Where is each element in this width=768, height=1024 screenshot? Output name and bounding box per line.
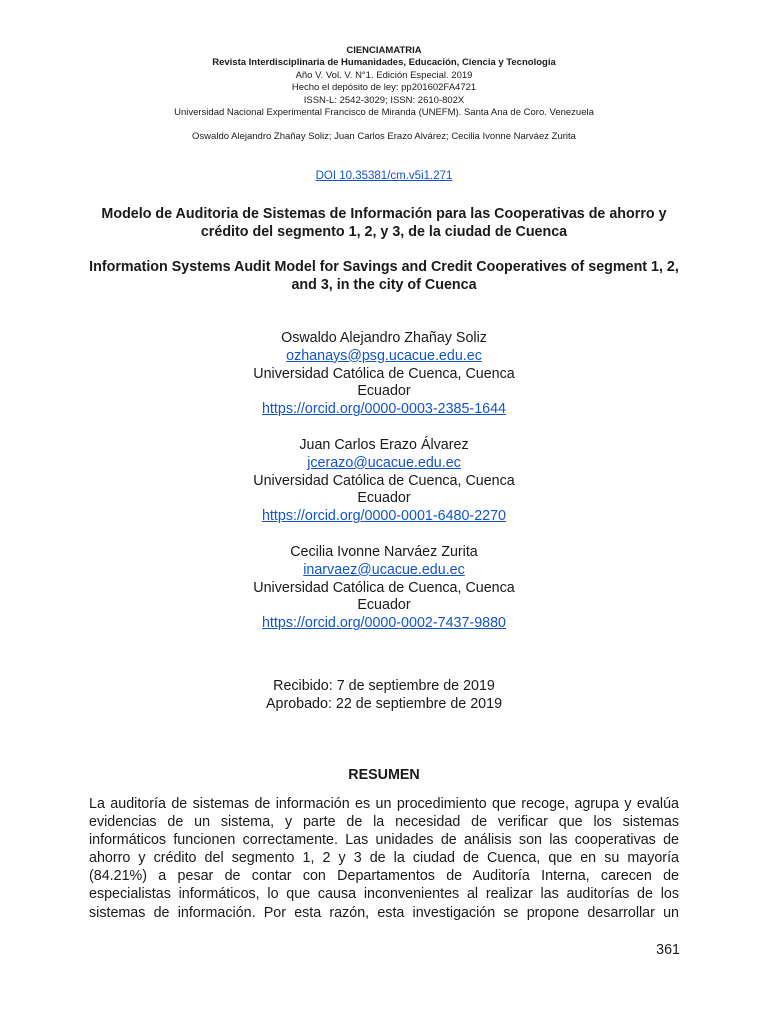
abstract-line: (84.21%) a pesar de contar con Departamentos de Auditoría Interna, carecen de [89,868,679,885]
author-affiliation: Universidad Católica de Cuenca, Cuenca [253,472,515,489]
header-authors: Oswaldo Alejandro Zhañay Soliz; Juan Carlos Erazo Alvárez; Cecilia Ivonne Narváez Zurita [192,131,576,143]
page-number: 361 [656,942,680,958]
author-email-link[interactable]: inarvaez@ucacue.edu.ec [303,561,465,578]
author-orcid-link[interactable]: https://orcid.org/0000-0001-6480-2270 [261,508,506,525]
approved-date: Aprobado: 22 de septiembre de 2019 [265,695,503,712]
abstract-line: especialistas informáticos, lo que causa inconvenientes al realizar las auditorías de los [89,886,679,903]
author-email-link[interactable]: jcerazo@ucacue.edu.ec [307,454,461,471]
doi [0,170,768,182]
abstract-line: informáticos funcionen correctamente. Las unidades de análisis son las cooperativas de [89,832,679,849]
issue-info: Año V. Vol. V. N°1. Edición Especial. 2019 [295,69,473,81]
dates-block [0,678,768,714]
issn-info: ISSN-L: 2542-3029; ISSN: 2610-802X [303,94,465,106]
journal-subtitle: Revista Interdisciplinaria de Humanidades, Educación, Ciencia y Tecnología [212,57,556,69]
author-name: Oswaldo Alejandro Zhañay Soliz [281,330,487,346]
journal-name: CIENCIAMATRIA [346,45,422,56]
author-orcid-link[interactable]: https://orcid.org/0000-0002-7437-9880 [261,615,506,632]
author-orcid-link[interactable]: https://orcid.org/0000-0003-2385-1644 [261,401,506,418]
abstract-line: sistemas de información. Por esta razón, esta investigación se propone desarrollar un [89,904,679,921]
author-block [0,437,768,526]
doi-link[interactable]: DOI 10.35381/cm.v5i1.271 [315,170,453,182]
author-affiliation: Universidad Católica de Cuenca, Cuenca [253,579,515,596]
deposit-info: Hecho el depósito de ley: pp201602FA4721 [291,82,477,94]
title-spanish: Modelo de Auditoria de Sistemas de Información para las Cooperativas de ahorro y crédito del segmento 1, 2, y 3, de la ciudad de Cuenca [101,206,667,240]
university-info: Universidad Nacional Experimental Francisco de Miranda (UNEFM). Santa Ana de Coro. Venezuela [174,107,594,119]
author-name: Cecilia Ivonne Narváez Zurita [290,544,478,560]
author-country: Ecuador [357,383,411,400]
author-email-link[interactable]: ozhanays@psg.ucacue.edu.ec [286,347,482,364]
author-name: Juan Carlos Erazo Álvarez [299,437,469,453]
abstract-heading: RESUMEN [348,767,420,783]
abstract-line: ahorro y crédito del segmento 1, 2 y 3 de la ciudad de Cuenca, que en su mayoría [89,850,679,867]
abstract-body [89,795,679,922]
abstract-line: evidencias de un sistema, y parte de la necesidad de verificar que los sistemas [89,814,679,831]
author-block [0,330,768,419]
author-country: Ecuador [357,490,411,507]
author-country: Ecuador [357,597,411,614]
journal-header [0,45,768,143]
author-affiliation: Universidad Católica de Cuenca, Cuenca [253,365,515,382]
abstract-line: La auditoría de sistemas de información es un procedimiento que recoge, agrupa y evalúa [89,796,679,812]
author-block [0,544,768,633]
received-date: Recibido: 7 de septiembre de 2019 [273,678,495,694]
title-english: Information Systems Audit Model for Savings and Credit Cooperatives of segment 1, 2, and 3, in the city of Cuenca [89,259,679,293]
